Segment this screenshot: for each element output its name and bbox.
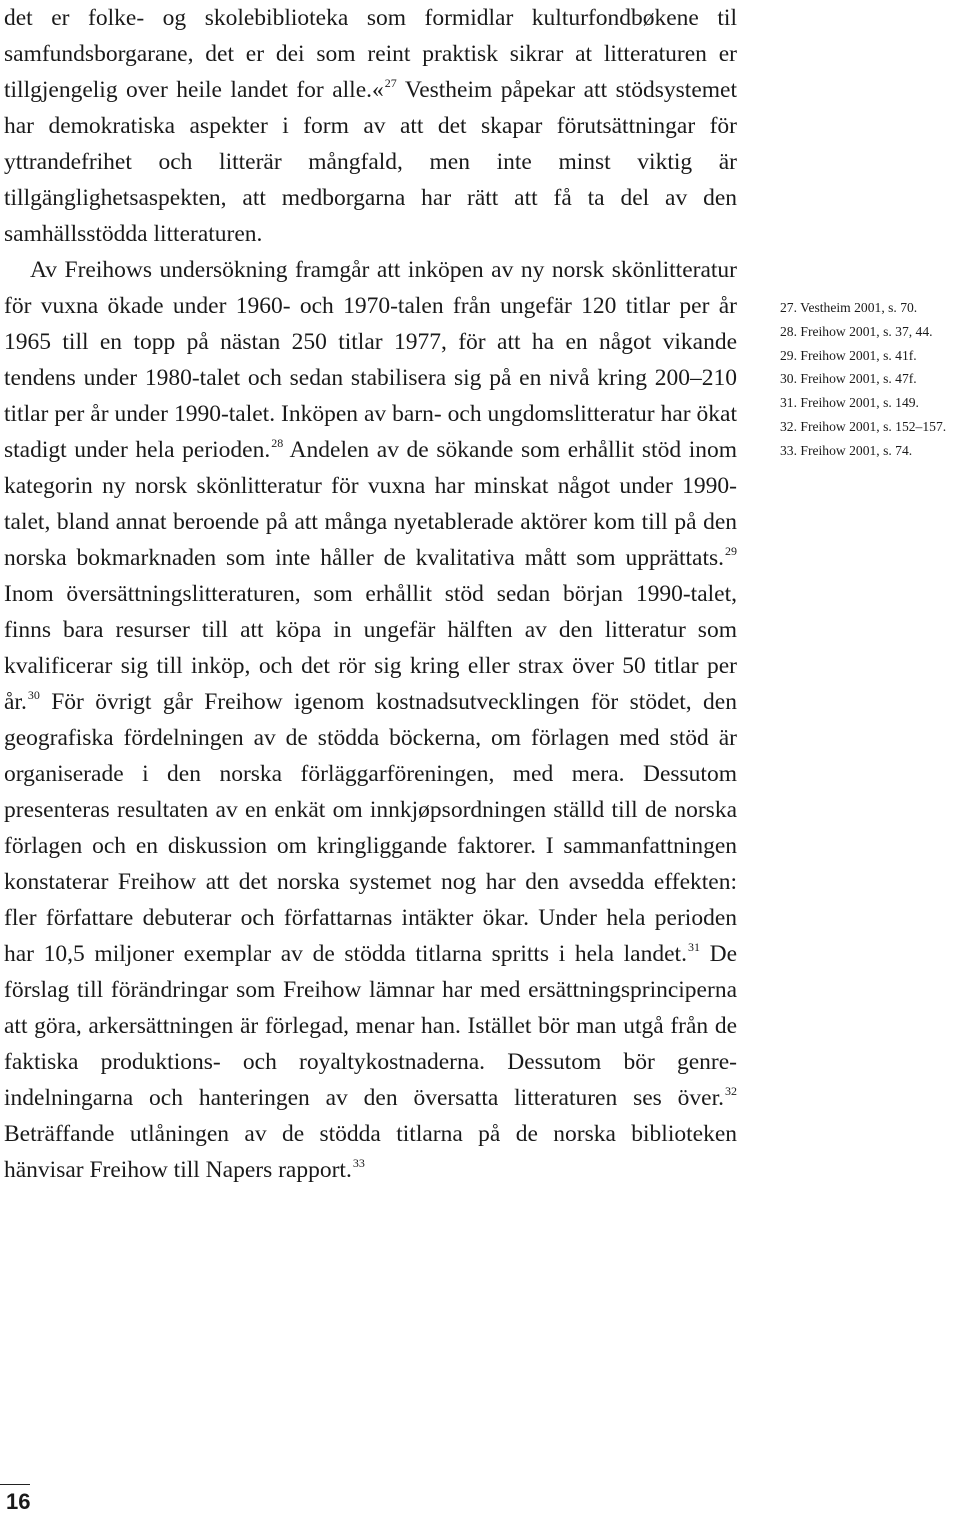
footnote-reference: 28	[271, 436, 284, 450]
footnote: 33. Freihow 2001, s. 74.	[780, 442, 913, 458]
footnote-reference: 27	[384, 76, 397, 90]
paragraph	[4, 0, 737, 252]
footnote: 29. Freihow 2001, s. 41f.	[780, 347, 917, 363]
text-run: För övrigt går Freihow igenom kostnadsutvecklingen för stödet, den geografiska fördelningen av de stödda böckerna, om förlagen med stöd är organiserade i den norska förläggarföreningen, med mera. Dessutom presenteras resultaten av en enkät om innkjøpsordningen ställd till de norska förlagen och en diskussion om kringliggande faktorer. I sammanfattningen konstaterar Freihow att det norska systemet nog har den avsedda effekten: fler författare debuterar och författarnas intäkter ökar. Under hela perioden har 10,5 miljoner exemplar av de stödda titlarna spritts i hela landet.	[4, 689, 737, 967]
footnote: 30. Freihow 2001, s. 47f.	[780, 371, 917, 387]
footnote-reference: 29	[725, 544, 737, 558]
text-run: Vestheim påpekar att stödsystemet har demokratiska aspekter i form av att det skapar förutsättningar för yttrandefrihet och litterär mångfald, men inte minst viktig är tillgänglighetsaspekten, att medborgarna har rätt att få ta del av den samhällsstödda litteraturen.	[4, 77, 737, 247]
footnote-reference: 32	[725, 1084, 737, 1098]
footnote: 27. Vestheim 2001, s. 70.	[780, 300, 918, 315]
footnote-column	[780, 296, 958, 463]
body-text-column	[4, 0, 737, 1188]
text-run: Av Freihows undersökning framgår att inköpen av ny norsk skönlitteratur för vuxna ökade under 1960- och 1970-talen från ungefär 120 titlar per år 1965 till en topp på nästan 250 titlar 1977, för att ha en något vikande tendens under 1980-talet och sedan stabilisera sig på en nivå kring 200–210 titlar per år under 1990-talet. Inköpen av barn- och ungdomslitteratur har ökat stadigt under hela perioden.	[4, 257, 737, 463]
text-run: Beträffande utlåningen av de stödda titlarna på de norska biblioteken hänvisar Freihow till Napers rapport.	[4, 1121, 737, 1183]
text-run: De förslag till förändringar som Freihow lämnar har med ersättningsprinciperna att göra, arkersättningen är förlegad, menar han. Istället bör man utgå från de faktiska produktions- och royaltykostnaderna. Dessutom bör genreindelningarna och hanteringen av den översatta litteraturen ses över.	[4, 941, 737, 1111]
footnote: 31. Freihow 2001, s. 149.	[780, 395, 919, 411]
footnote: 28. Freihow 2001, s. 37, 44.	[780, 323, 933, 339]
footnote-reference: 30	[27, 688, 40, 702]
footnote-reference: 31	[687, 940, 700, 954]
footnote-reference: 33	[352, 1156, 365, 1170]
text-run: Inom översättningslitteraturen, som erhållit stöd sedan början 1990-talet, finns bara resurser till att köpa in ungefär hälften av den litteratur som kvalificerar sig till inköp, och det rör sig kring eller strax över 50 titlar per år.	[4, 581, 737, 715]
page-number: 16	[6, 1489, 31, 1514]
text-run: det er folke- og skolebiblioteka som formidlar kulturfondbøkene til samfundsborgarane, det er dei som reint praktisk sikrar at litteraturen er tillgjengelig over heile landet for alle.«	[4, 5, 737, 103]
paragraph	[4, 252, 737, 1188]
footnote: 32. Freihow 2001, s. 152–157.	[780, 418, 947, 434]
folio-rule	[0, 1484, 30, 1485]
text-run: Andelen av de sökande som erhållit stöd inom kategorin ny norsk skönlitteratur för vuxna har minskat något under 1990-talet, bland annat beroende på att många nyetablerade aktörer kom till på den norska bokmarknaden som inte håller de kvalitativa mått som upprättats.	[4, 437, 737, 571]
